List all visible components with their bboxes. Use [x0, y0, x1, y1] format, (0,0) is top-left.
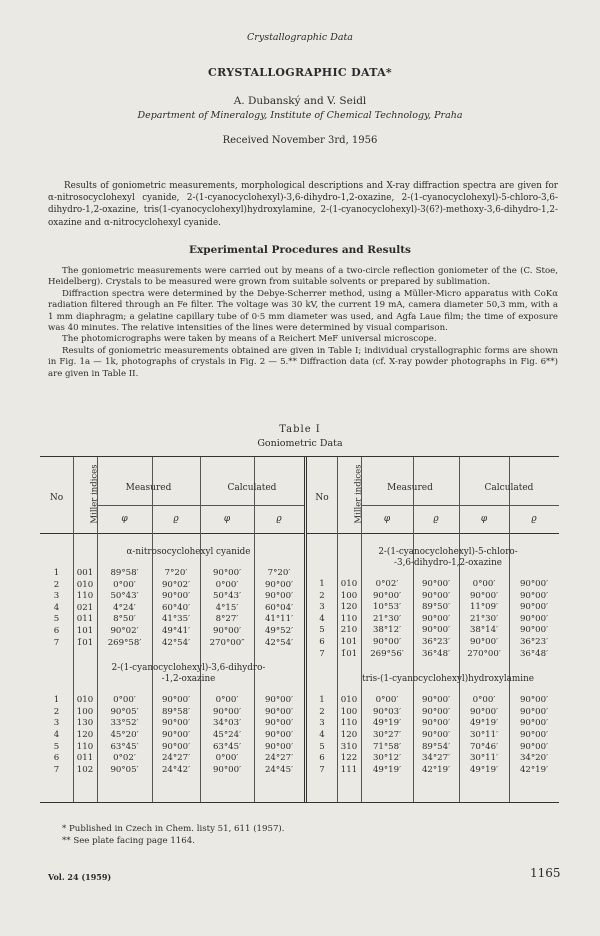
row-measured-rho: 90°00′ [161, 591, 191, 602]
row-measured-rho: 89°54′ [421, 741, 451, 752]
row-calculated-rho: 42°54′ [264, 637, 294, 648]
row-calculated-phi: 34°03′ [212, 718, 242, 729]
row-calculated-rho: 24°45′ [264, 764, 294, 775]
row-calculated-rho: 90°00′ [519, 625, 549, 636]
table-row [40, 580, 304, 591]
row-calculated-rho: 90°00′ [264, 695, 294, 706]
row-calculated-rho: 90°00′ [264, 718, 294, 729]
row-measured-rho: 90°00′ [421, 579, 451, 589]
article-title: CRYSTALLOGRAPHIC DATA* [208, 66, 392, 79]
row-miller: 110 [340, 613, 358, 624]
table-row [307, 765, 559, 776]
row-calculated-phi: 11°09′ [469, 602, 499, 613]
row-calculated-rho: 90°00′ [264, 741, 294, 752]
table-row [40, 707, 304, 718]
compound-name: 2-(1-cyanocyclohexyl)-5-chloro- -3,6-dihydro-1,2-oxazine [378, 547, 518, 568]
row-calculated-phi: 49°19′ [469, 764, 499, 775]
row-calculated-phi: 50°43′ [212, 591, 242, 602]
row-measured-rho: 90°00′ [421, 695, 451, 706]
row-measured-phi: 90°00′ [372, 590, 402, 601]
row-miller: 120 [340, 730, 358, 740]
row-calculated-phi: 4°15′ [215, 602, 239, 613]
row-no: 2 [319, 590, 325, 601]
row-calculated-phi: 30°11′ [469, 753, 499, 764]
row-no: 6 [53, 753, 60, 764]
header-calculated: Calculated [484, 483, 534, 493]
row-no: 6 [319, 753, 325, 764]
row-calculated-phi: 49°19′ [469, 718, 499, 729]
row-calculated-rho: 90°00′ [264, 579, 294, 590]
page-number: 1165 [530, 866, 561, 880]
row-calculated-rho: 90°00′ [519, 718, 549, 729]
row-calculated-rho: 90°00′ [264, 706, 294, 717]
row-measured-rho: 34°27′ [421, 753, 451, 764]
paragraph: Diffraction spectra were determined by the Debye-Scherrer method, using a Müller-Micro apparatus with CoKα radiation filtered through an Fe filter. The voltage was 30 kV, the current 19 mA, camera diameter 50,3 mm, with a 1 mm diaphragm; a gelatine capillary tube of 0·5 mm diameter was used, and Agfa Laue film; the time of exposure was 40 minutes. The relative intensities of the lines were determined by visual comparison. [48, 288, 558, 334]
row-calculated-rho: 90°00′ [519, 602, 549, 613]
row-miller: 130 [76, 718, 94, 729]
paragraph: Results of goniometric measurements obtained are given in Table I; individual crystallographic forms are shown in Fig. 1a — 1k, photographs of crystals in Fig. 2 — 5.** Diffraction data (cf. X-ray powder photographs in Fig. 6**) are given in Table II. [48, 345, 558, 379]
row-calculated-phi: 30°11′ [469, 730, 499, 740]
header-subdivider [97, 505, 304, 506]
table-row [307, 742, 559, 753]
header-phi: φ [121, 514, 128, 524]
row-calculated-rho: 36°23′ [519, 637, 549, 647]
row-measured-phi: 90°05′ [110, 764, 139, 775]
row-measured-phi: 90°02′ [110, 626, 139, 636]
row-miller: 010 [340, 579, 358, 589]
header-subdivider [361, 505, 559, 506]
row-measured-rho: 24°27′ [161, 753, 191, 764]
row-measured-phi: 90°05′ [110, 706, 139, 717]
row-calculated-phi: 21°30′ [469, 613, 499, 624]
row-calculated-phi: 90°00′ [212, 764, 242, 775]
row-no: 2 [319, 706, 325, 717]
row-calculated-phi: 90°00′ [469, 590, 499, 601]
header-no: No [49, 493, 64, 503]
row-calculated-rho: 90°00′ [519, 590, 549, 601]
row-calculated-phi: 63°45′ [212, 741, 242, 752]
row-calculated-rho: 7°20′ [267, 568, 291, 578]
row-calculated-rho: 90°00′ [519, 706, 549, 717]
row-measured-phi: 90°00′ [372, 637, 402, 647]
header-rho: ϱ [173, 514, 179, 524]
row-calculated-phi: 90°00′ [469, 637, 499, 647]
header-measured: Measured [125, 483, 172, 493]
row-no: 7 [319, 764, 325, 775]
row-calculated-rho: 90°00′ [264, 591, 294, 602]
row-calculated-rho: 90°00′ [264, 730, 294, 740]
row-calculated-rho: 90°00′ [519, 730, 549, 740]
row-miller: 010 [76, 579, 94, 590]
row-miller: 100 [340, 590, 358, 601]
header-phi: φ [383, 514, 391, 524]
header-rho: ϱ [433, 514, 439, 524]
table-title: Goniometric Data [257, 438, 343, 449]
row-no: 4 [53, 602, 60, 613]
table-row [307, 614, 559, 625]
row-measured-phi: 0°00′ [113, 579, 136, 590]
header-divider [337, 457, 338, 533]
row-no: 2 [53, 706, 60, 717]
row-no: 1 [319, 695, 325, 706]
table-row [307, 753, 559, 764]
table-caption: Table I [279, 424, 321, 435]
row-miller: 100 [340, 706, 358, 717]
row-no: 6 [53, 626, 60, 636]
row-measured-rho: 36°23′ [421, 637, 451, 647]
received-date: Received November 3rd, 1956 [222, 135, 378, 146]
volume-info: Vol. 24 (1959) [48, 872, 112, 882]
row-measured-phi: 49°19′ [372, 764, 402, 775]
row-measured-phi: 30°12′ [372, 753, 402, 764]
row-measured-rho: 89°50′ [421, 602, 451, 613]
table-row [307, 579, 559, 590]
row-measured-rho: 90°00′ [161, 695, 191, 706]
row-calculated-rho: 42°19′ [519, 764, 549, 775]
row-measured-rho: 90°00′ [161, 730, 191, 740]
row-miller: 120 [340, 602, 358, 613]
row-measured-phi: 45°20′ [110, 730, 139, 740]
row-measured-rho: 60°40′ [161, 602, 191, 613]
row-miller: 011 [76, 614, 94, 625]
row-no: 4 [319, 730, 325, 740]
table-row [40, 753, 304, 764]
authors: A. Dubanský and V. Seidl [233, 95, 367, 107]
header-measured: Measured [387, 483, 433, 493]
row-measured-phi: 30°27′ [372, 730, 402, 740]
row-calculated-rho: 24°27′ [264, 753, 294, 764]
body-text [48, 266, 558, 380]
row-no: 1 [319, 579, 325, 589]
row-calculated-phi: 0°00′ [472, 579, 496, 589]
row-miller: 010 [340, 695, 358, 706]
goniometric-table [40, 456, 559, 803]
row-calculated-rho: 41°11′ [264, 614, 294, 625]
row-no: 7 [53, 637, 60, 648]
row-no: 3 [53, 591, 60, 602]
footnotes [62, 823, 285, 847]
paragraph: The photomicrographs were taken by means of a Reichert MeF universal microscope. [62, 334, 437, 345]
row-no: 5 [319, 741, 325, 752]
row-calculated-phi: 0°00′ [215, 695, 239, 706]
header-calculated: Calculated [227, 483, 277, 493]
row-calculated-phi: 38°14′ [469, 625, 499, 636]
table-row [307, 591, 559, 602]
paragraph: The goniometric measurements were carried out by means of a two-circle reflection goniometer of the (C. Stoe, Heidelberg). Crystals to be measured were grown from suitable solvents or prepared by sublimation. [48, 266, 558, 288]
section-heading: Experimental Procedures and Results [189, 244, 411, 256]
row-calculated-rho: 90°00′ [519, 695, 549, 706]
row-miller: 111 [340, 764, 358, 775]
header-divider [73, 457, 74, 533]
row-no: 7 [53, 764, 60, 775]
row-calculated-phi: 270°00′ [467, 648, 501, 659]
row-calculated-phi: 90°00′ [212, 568, 242, 578]
table-row [40, 591, 304, 602]
table-row [40, 603, 304, 614]
row-no: 2 [53, 579, 60, 590]
footnote: ** See plate facing page 1164. [62, 836, 195, 846]
header-miller-indices: Miller indices [89, 464, 100, 524]
row-measured-phi: 71°58′ [372, 741, 402, 752]
row-measured-phi: 269°56′ [370, 648, 404, 659]
row-measured-phi: 49°19′ [372, 718, 402, 729]
row-measured-rho: 42°19′ [421, 764, 451, 775]
row-miller: 101 [340, 637, 358, 647]
row-measured-rho: 90°00′ [421, 706, 451, 717]
row-calculated-phi: 0°00′ [215, 579, 239, 590]
compound-name: 2-(1-cyanocyclohexyl)-3,6-dihydro- -1,2-oxazine [111, 663, 266, 685]
row-no: 5 [53, 614, 60, 625]
row-calculated-rho: 90°00′ [519, 579, 549, 589]
header-rho: ϱ [276, 514, 282, 524]
row-no: 4 [53, 730, 60, 740]
table-row [307, 649, 559, 660]
row-no: 4 [319, 613, 325, 624]
row-measured-rho: 90°02′ [161, 579, 191, 590]
row-miller: 210 [340, 625, 358, 636]
row-miller: 101 [76, 626, 94, 636]
table-row [307, 637, 559, 648]
row-measured-phi: 0°00′ [375, 695, 399, 706]
row-measured-rho: 49°41′ [161, 626, 191, 636]
row-calculated-phi: 0°00′ [215, 753, 239, 764]
row-calculated-rho: 34°20′ [519, 753, 549, 764]
table-row [40, 742, 304, 753]
row-measured-rho: 90°00′ [421, 590, 451, 601]
row-measured-rho: 89°58′ [161, 706, 191, 717]
row-miller: 122 [340, 753, 358, 764]
row-measured-phi: 10°53′ [372, 602, 402, 613]
table-row [40, 718, 304, 729]
row-miller: 310 [340, 741, 358, 752]
row-measured-rho: 36°48′ [421, 648, 451, 659]
row-no: 1 [53, 695, 60, 706]
table-row [40, 695, 304, 706]
table-row [307, 625, 559, 636]
table-row [40, 765, 304, 776]
row-measured-phi: 0°02′ [375, 579, 399, 589]
table-row [307, 718, 559, 729]
table-row [40, 568, 304, 579]
table-row [40, 626, 304, 637]
row-measured-phi: 269°58′ [107, 637, 142, 648]
row-measured-rho: 24°42′ [161, 764, 191, 775]
table-row [40, 730, 304, 741]
row-no: 7 [319, 648, 325, 659]
row-measured-rho: 41°35′ [161, 614, 191, 625]
table-header [40, 457, 304, 534]
row-miller: 021 [76, 602, 94, 613]
row-calculated-phi: 8°27′ [215, 614, 239, 625]
row-calculated-phi: 0°00′ [472, 695, 496, 706]
row-measured-phi: 90°03′ [372, 706, 402, 717]
compound-name: tris-(1-cyanocyclohexyl)hydroxylamine [362, 674, 534, 685]
row-calculated-phi: 45°24′ [212, 730, 242, 740]
row-no: 5 [319, 625, 325, 636]
row-no: 5 [53, 741, 60, 752]
table-left-half [40, 457, 304, 802]
table-row [307, 730, 559, 741]
row-measured-rho: 90°00′ [161, 741, 191, 752]
table-row [40, 614, 304, 625]
compound-name: α-nitrosocyclohexyl cyanide [126, 547, 251, 557]
row-miller: 001 [76, 568, 94, 578]
row-calculated-rho: 36°48′ [519, 648, 549, 659]
row-measured-rho: 7°20′ [164, 568, 188, 578]
row-calculated-rho: 90°00′ [519, 613, 549, 624]
header-no: No [315, 493, 329, 503]
table-header [307, 457, 559, 534]
row-no: 3 [319, 718, 325, 729]
row-calculated-phi: 90°00′ [469, 706, 499, 717]
row-measured-rho: 90°00′ [421, 718, 451, 729]
abstract: Results of goniometric measurements, morphological descriptions and X-ray diffraction spectra are given for α-nitrosocyclohexyl cyanide, 2-(1-cyanocyclohexyl)-3,6-dihydro-1,2-oxazine, 2-(1-cyanocyclohexyl)-5-chloro-3,6-dihydro-1,2-oxazine, tris(1-cyanocyclohexyl)hydroxylamine, 2-(1-cyanocyclohexyl)-3(6?)-methoxy-3,6-dihydro-1,2-oxazine and α-nitrocyclohexyl cyanide. [48, 181, 558, 228]
row-miller: 100 [76, 706, 94, 717]
table-row [307, 707, 559, 718]
row-miller: 011 [76, 753, 94, 764]
row-miller: 1̄01 [340, 648, 358, 659]
row-measured-phi: 0°02′ [113, 753, 136, 764]
row-miller: 1̄01 [76, 637, 94, 648]
row-miller: 110 [76, 741, 94, 752]
header-phi: φ [223, 514, 231, 524]
row-miller: 010 [76, 695, 94, 706]
row-miller: 120 [76, 730, 94, 740]
row-measured-phi: 33°52′ [110, 718, 139, 729]
table-row [307, 695, 559, 706]
row-measured-phi: 4°24′ [113, 602, 136, 613]
row-measured-phi: 21°30′ [372, 613, 402, 624]
footnote: * Published in Czech in Chem. listy 51, 611 (1957). [62, 824, 285, 834]
row-measured-rho: 90°00′ [421, 613, 451, 624]
row-measured-rho: 42°54′ [161, 637, 191, 648]
department: Department of Mineralogy, Institute of Chemical Technology, Praha [137, 110, 463, 121]
row-measured-phi: 8°50′ [113, 614, 136, 625]
row-measured-phi: 89°58′ [110, 568, 139, 578]
row-measured-rho: 90°00′ [421, 625, 451, 636]
row-calculated-phi: 90°00′ [212, 706, 242, 717]
row-measured-rho: 90°00′ [161, 718, 191, 729]
row-measured-phi: 38°12′ [372, 625, 402, 636]
row-measured-phi: 63°45′ [110, 741, 139, 752]
row-measured-phi: 0°00′ [113, 695, 136, 706]
header-phi: φ [480, 514, 488, 524]
row-calculated-rho: 60°04′ [264, 602, 294, 613]
row-no: 6 [319, 637, 325, 647]
row-no: 3 [319, 602, 325, 613]
table-row [40, 638, 304, 649]
row-measured-phi: 50°43′ [110, 591, 139, 602]
header-miller-indices: Miller indices [353, 464, 364, 524]
row-miller: 110 [340, 718, 358, 729]
row-no: 1 [53, 568, 60, 578]
row-miller: 102 [76, 764, 94, 775]
row-calculated-phi: 270°00″ [209, 637, 245, 648]
row-miller: 110 [76, 591, 94, 602]
row-no: 3 [53, 718, 60, 729]
table-row [307, 602, 559, 613]
header-rho: ϱ [531, 514, 537, 524]
row-calculated-rho: 90°00′ [519, 741, 549, 752]
running-head: Crystallographic Data [247, 32, 353, 43]
table-right-half [307, 457, 559, 802]
row-calculated-rho: 49°52′ [264, 626, 294, 636]
row-measured-rho: 90°00′ [421, 730, 451, 740]
row-calculated-phi: 70°46′ [469, 741, 499, 752]
row-calculated-phi: 90°00′ [212, 626, 242, 636]
